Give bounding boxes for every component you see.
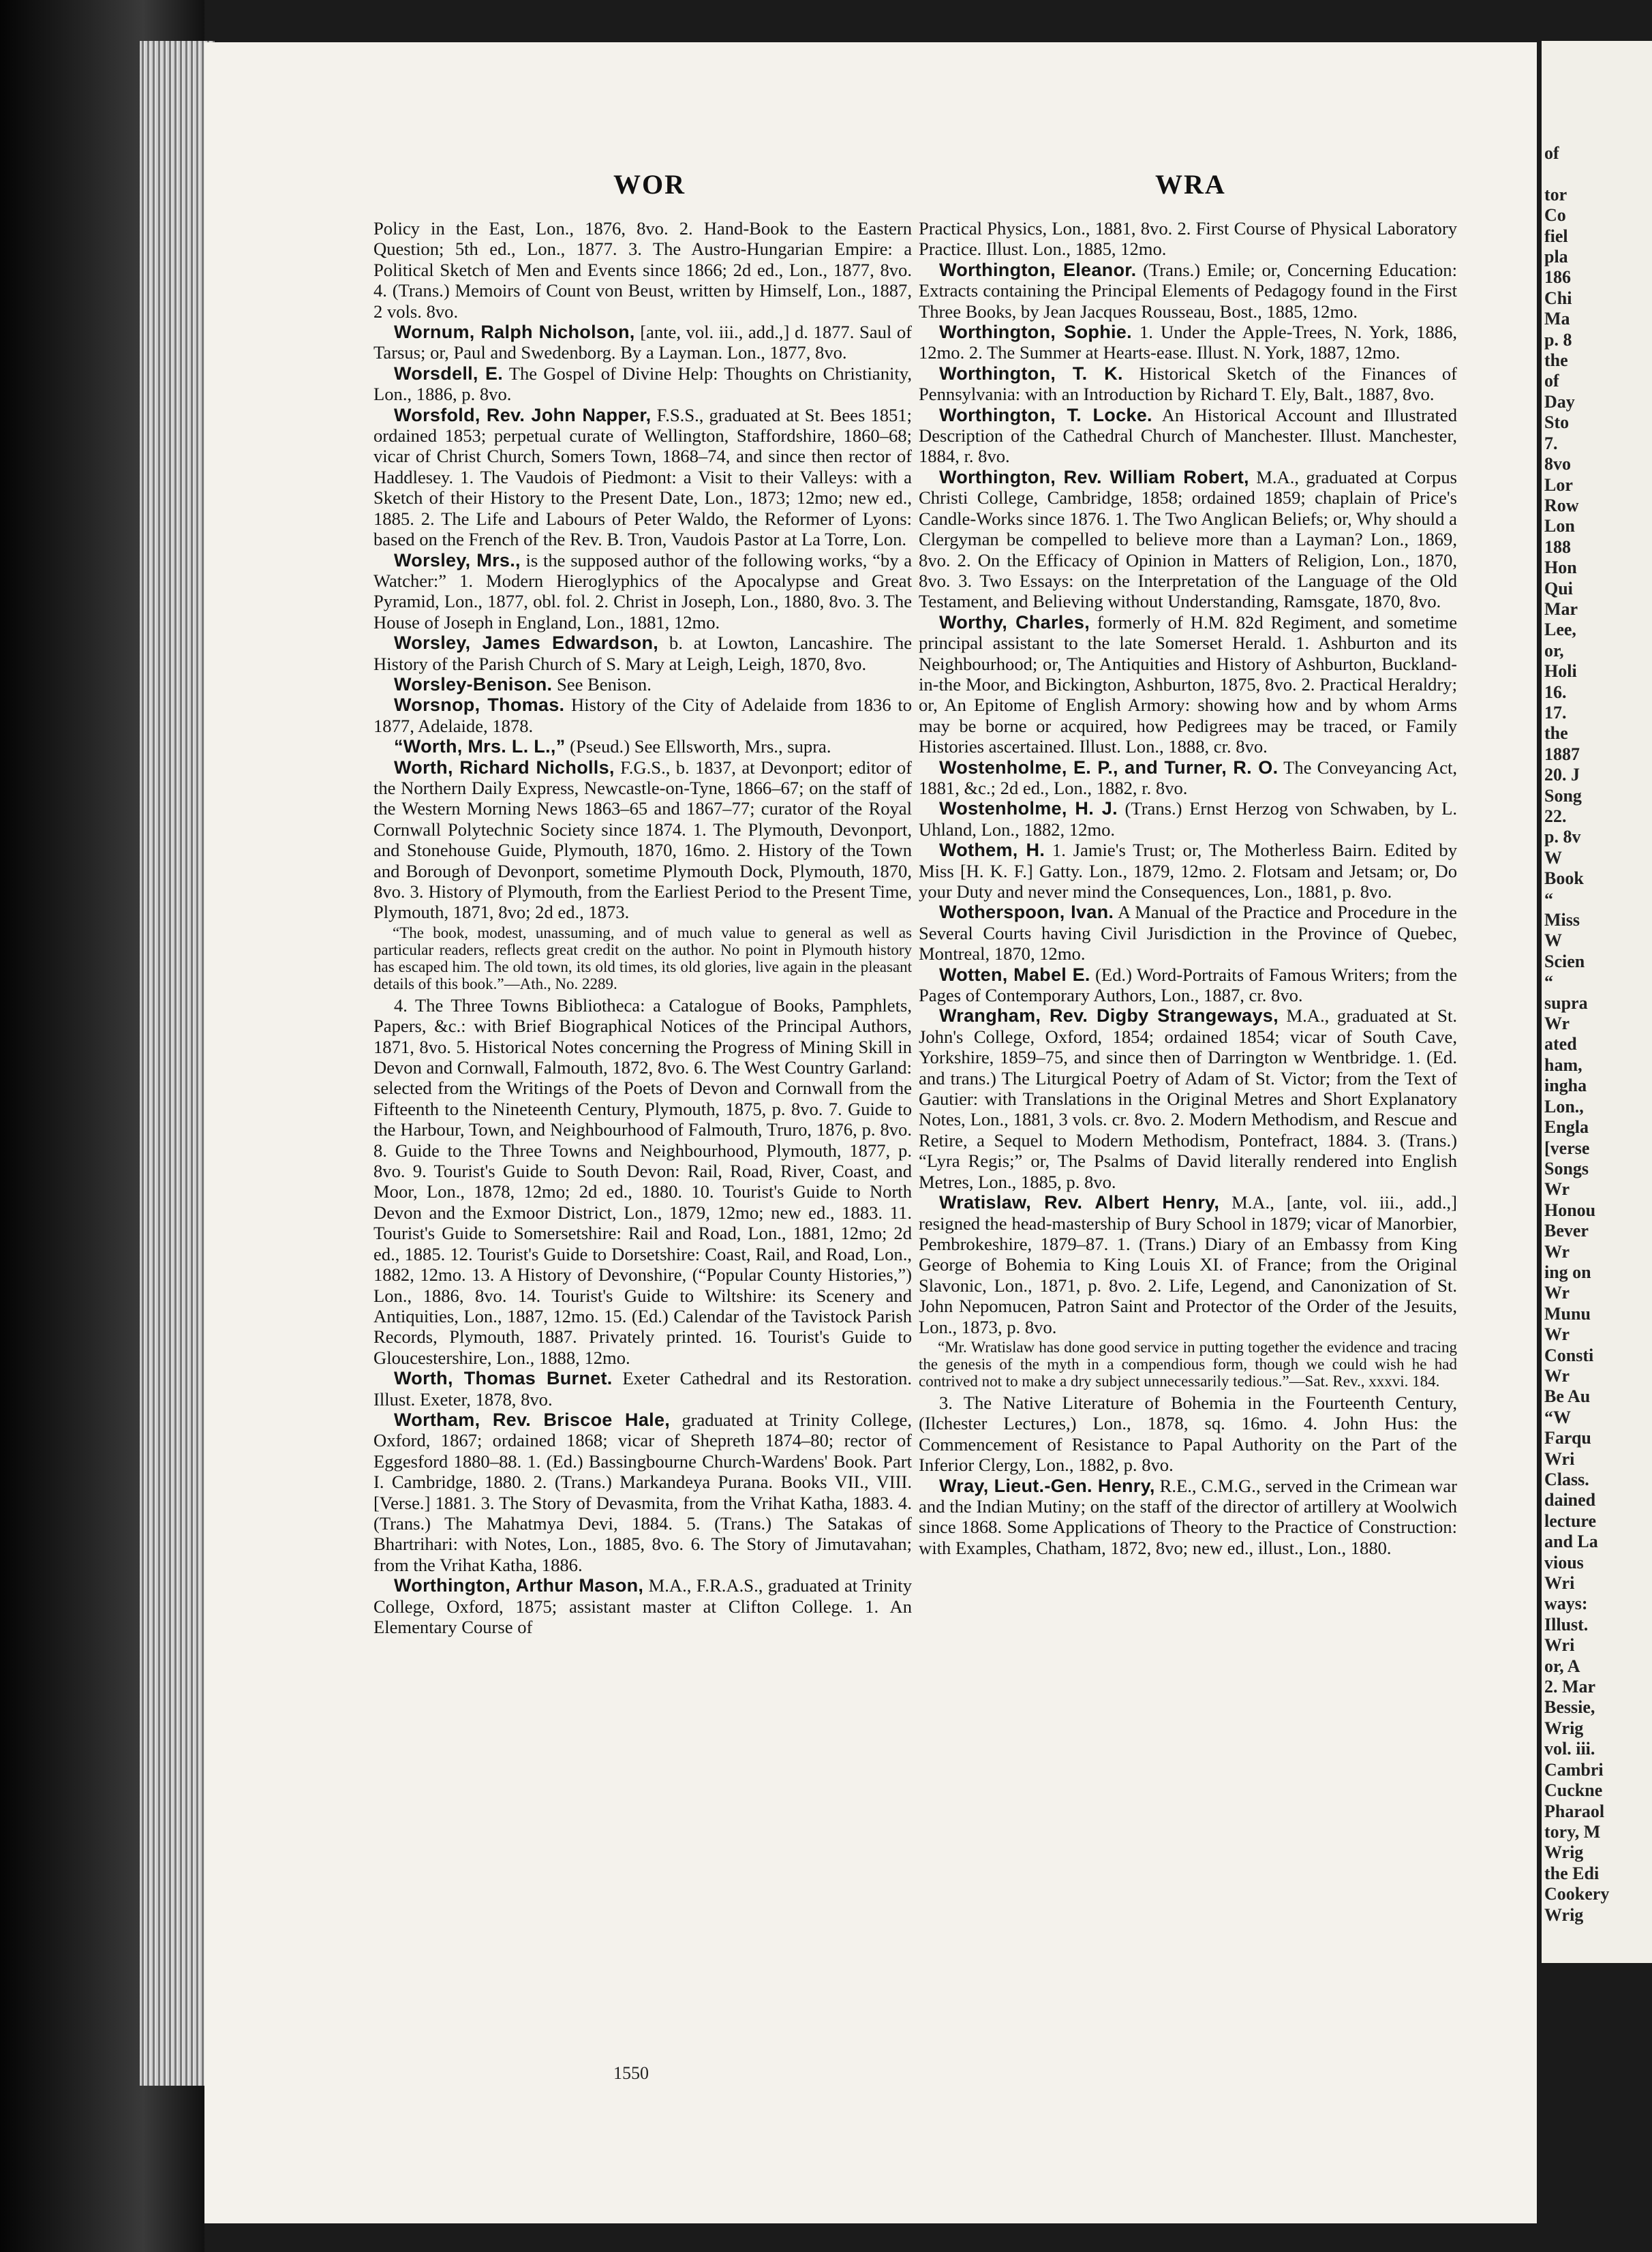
entry-headword: Wotten, Mabel E. [939, 964, 1090, 985]
fragment-line: Sto [1544, 412, 1570, 433]
fragment-line: W [1544, 847, 1562, 868]
entry-headword: Wostenholme, E. P., and Turner, R. O. [939, 757, 1279, 778]
dictionary-entry [373, 405, 912, 550]
fragment-line: p. 8 [1544, 329, 1572, 350]
entry-headword: Worsley-Benison. [394, 673, 553, 695]
fragment-line: Class. [1544, 1470, 1589, 1489]
entry-headword: Worth, Richard Nicholls, [394, 757, 615, 778]
entry-headword: “Worth, Mrs. L. L.,” [394, 736, 566, 757]
fragment-line: Lon [1544, 516, 1575, 536]
fragment-line: W [1544, 930, 1562, 951]
fragment-line [1544, 164, 1652, 184]
entry-headword: Worthington, T. Locke. [939, 404, 1152, 425]
fragment-line: Engla [1544, 1117, 1589, 1138]
dictionary-entry [919, 757, 1457, 799]
dictionary-entry [373, 736, 912, 757]
entry-text: is the supposed author of the following works, “by a Watcher:” 1. Modern Hieroglyphics of the Apocalypse and Great Pyramid, Lon., 1877, obl. fol. 2. Christ in Joseph, Lon., 1880, 8vo. 3. The House of Joseph in England, Lon., 1881, 12mo. [373, 549, 912, 633]
fragment-line: Wri [1544, 1448, 1575, 1469]
fragment-line: Scien [1544, 951, 1585, 971]
fragment-line: Chi [1544, 288, 1572, 308]
fragment-line: Cookery [1544, 1884, 1610, 1904]
left-column [373, 218, 912, 2058]
entry-text: (Trans.) Ernst Herzog von Schwaben, by L. Uhland, Lon., 1882, 12mo. [919, 798, 1457, 840]
entry-text: formerly of H.M. 82d Regiment, and sometime principal assistant to the late Somerset Herald. 1. Ashburton and its Neighbourhood; or, The Antiquities and History of Ashburton, Buckland-in-the Moor, and Bickington, Ashburton, 1875, 8vo. 2. Practical Heraldry; or, An Epitome of English Armory: showing how and by whom Arms may be borne or acquired, how Pedigrees may be traced, or Family Histories ascertained. Illust. Lon., 1888, cr. 8vo. [919, 611, 1457, 757]
dictionary-entry [919, 405, 1457, 467]
dictionary-entry [919, 1476, 1457, 1559]
fragment-line: 188 [1544, 536, 1571, 557]
fragment-line: 7. [1544, 433, 1558, 453]
fragment-line: Ma [1544, 309, 1570, 329]
fragment-line: Bessie, [1544, 1697, 1595, 1718]
entry-headword: Wortham, Rev. Briscoe Hale, [394, 1409, 671, 1430]
entry-text: A Manual of the Practice and Procedure in the Several Courts having Civil Jurisdiction in the Province of Quebec, Montreal, 1870, 12mo. [919, 902, 1457, 964]
entry-headword: Worsley, James Edwardson, [394, 633, 659, 654]
dictionary-entry [373, 633, 912, 674]
entry-text: F.G.S., b. 1837, at Devonport; editor of the Northern Daily Express, Newcastle-on-Tyne, 1866–67; on the staff of the Western Morning News 1863–65 and 1867–77; curator of the Royal Cornwall Polytechnic Society since 1874. 1. The Plymouth, Devonport, and Stonehouse Guide, Plymouth, 1870, 16mo. 2. History of the Town and Borough of Devonport, sometime Plymouth Dock, Plymouth, 1870, 8vo. 3. History of Plymouth, from the Earliest Period to the Present Time, Plymouth, 1871, 8vo; 2d ed., 1873. [373, 757, 912, 923]
entry-headword: Worth, Thomas Burnet. [394, 1368, 613, 1389]
fragment-line: lecture [1544, 1510, 1597, 1531]
dictionary-entry [919, 964, 1457, 1006]
entry-text: M.A., F.R.A.S., graduated at Trinity College, Oxford, 1875; assistant master at Clifton College. 1. An Elementary Course of [373, 1575, 912, 1637]
entry-text: The Conveyancing Act, 1881, &c.; 2d ed., Lon., 1882, r. 8vo. [919, 757, 1457, 798]
dictionary-entry [919, 1192, 1457, 1337]
fragment-line: ingha [1544, 1076, 1587, 1096]
fragment-line: vol. iii. [1544, 1739, 1595, 1759]
fragment-line: fiel [1544, 226, 1568, 246]
fragment-line: Wrig [1544, 1718, 1584, 1738]
entry-text: History of the City of Adelaide from 1836 to 1877, Adelaide, 1878. [373, 695, 912, 736]
fragment-line: [verse [1544, 1138, 1590, 1158]
fragment-line: Wrig [1544, 1904, 1584, 1925]
fragment-line: the [1544, 723, 1568, 744]
fragment-line: of [1544, 371, 1559, 391]
fragment-line: 8vo [1544, 454, 1571, 474]
entry-text: M.A., graduated at Corpus Christi College, Cambridge, 1858; ordained 1859; chaplain of Price's Candle-Works since 1876. 1. The Two Anglican Beliefs; or, Why should a Clergyman be compelled to believe more than a Layman? Lon., 1869, 8vo. 2. On the Efficacy of Opinion in Matters of Religion, Lon., 1870, 8vo. 3. Two Essays: on the Interpretation of the Language of the Old Testament, and Believing without Understanding, Ramsgate, 1870, 8vo. [919, 466, 1457, 612]
dictionary-entry [373, 1575, 912, 1637]
dictionary-entry [919, 322, 1457, 363]
book-page [204, 42, 1537, 2223]
dictionary-entry [373, 1368, 912, 1410]
fragment-line: Wr [1544, 1179, 1570, 1200]
fragment-line: and La [1544, 1532, 1598, 1552]
entry-headword: Worthy, Charles, [939, 611, 1090, 633]
review-quote: “Mr. Wratislaw has done good service in putting together the evidence and tracing the genesis of the myth in a compendious form, though we could wish he had contrived not to make a dry subject unnecessarily tedious.”—Sat. Rev., xxxvi. 184. [919, 1338, 1457, 1390]
fragment-line: Pharaol [1544, 1801, 1605, 1821]
next-page-edge [1542, 41, 1652, 1963]
fragment-line: Wrig [1544, 1842, 1584, 1863]
fragment-line: 16. [1544, 682, 1567, 702]
fragment-line: dained [1544, 1490, 1596, 1510]
running-head-right: WRA [1155, 169, 1226, 200]
fragment-line: 20. J [1544, 765, 1580, 785]
fragment-line: vious [1544, 1552, 1584, 1572]
dictionary-entry [919, 798, 1457, 840]
fragment-line: Holi [1544, 661, 1577, 682]
fragment-line: Bever [1544, 1221, 1589, 1241]
entry-headword: Worthington, Eleanor. [939, 259, 1137, 280]
dictionary-entry [919, 840, 1457, 902]
fragment-line: ated [1544, 1034, 1577, 1054]
fragment-line: 22. [1544, 806, 1567, 826]
fragment-line: Lor [1544, 474, 1573, 495]
fragment-line: Qui [1544, 578, 1573, 598]
entry-text: 1. Jamie's Trust; or, The Motherless Bairn. Edited by Miss [H. K. F.] Gatty. Lon., 1879, 12mo. 2. Flotsam and Jetsam; or, Do your Duty and never mind the Consequences, Lon., 1881, p. 8vo. [919, 840, 1457, 902]
entry-text: 1. Under the Apple-Trees, N. York, 1886, 12mo. 2. The Summer at Hearts-ease. Illust. N. York, 1887, 12mo. [919, 322, 1457, 363]
fragment-line: Song [1544, 785, 1582, 806]
fragment-line: Wri [1544, 1573, 1575, 1594]
entry-paragraph: 4. The Three Towns Bibliotheca: a Catalogue of Books, Pamphlets, Papers, &c.: with Brief Biographical Notices of the Principal Authors, 1871, 8vo. 5. Historical Notes concerning the Progress of Mining Skill in Devon and Cornwall, Falmouth, 1872, 8vo. 6. The West Country Garland: selected from the Writings of the Poets of Devon and Cornwall from the Fifteenth to the Nineteenth Century, Plymouth, 1875, p. 8vo. 7. Guide to the Harbour, Town, and Neighbourhood of Falmouth, Truro, 1876, p. 8vo. 8. Guide to the Three Towns and Neighbourhood, Plymouth, 1877, p. 8vo. 9. Tourist's Guide to South Devon: Rail, Road, River, Coast, and Moor, Lon., 1878, 12mo; 2d ed., 1880. 10. Tourist's Guide to North Devon and the Exmoor District, Lon., 1879, 12mo; new ed., 1883. 11. Tourist's Guide to Somersetshire: Rail and Road, Lon., 1881, 12mo; 2d ed., 1885. 12. Tourist's Guide to Dorsetshire: Coast, Rail, and Road, Lon., 1882, 12mo. 13. A History of Devonshire, (“Popular County Histories,”) Lon., 1886, 8vo. 14. Tourist's Guide to Wiltshire: its Scenery and Antiquities, Lon., 1887, 12mo. 15. (Ed.) Calendar of the Tavistock Parish Records, Plymouth, 1887. Privately printed. 16. Tourist's Guide to Gloucestershire, Lon., 1888, 12mo. [373, 994, 912, 1368]
fragment-line: Day [1544, 391, 1575, 412]
review-quote: “The book, modest, unassuming, and of much value to general as well as particular readers, reflects great credit on the author. No point in Plymouth history has escaped him. The old town, its old times, its old glories, live again in the pleasant details of this book.”—Ath., No. 2289. [373, 924, 912, 992]
dictionary-entry [373, 674, 912, 695]
continued-text: Practical Physics, Lon., 1881, 8vo. 2. First Course of Physical Laboratory Practice. Illust. Lon., 1885, 12mo. [919, 218, 1457, 260]
entry-text: R.E., C.M.G., served in the Crimean war and the Indian Mutiny; on the staff of the director of artillery at Woolwich since 1868. Some Applications of Theory to the Practice of Construction: with Examples, Chatham, 1872, 8vo; new ed., illust., Lon., 1880. [919, 1475, 1457, 1558]
dictionary-entry [919, 612, 1457, 757]
fragment-line: “W [1544, 1407, 1571, 1427]
dictionary-entry [373, 322, 912, 363]
dictionary-entry [919, 260, 1457, 322]
dictionary-entry [919, 363, 1457, 405]
entry-headword: Wostenholme, H. J. [939, 798, 1118, 819]
fragment-line: Wr [1544, 1014, 1570, 1034]
entry-headword: Wratislaw, Rev. Albert Henry, [939, 1192, 1220, 1213]
fragment-line: ing on [1544, 1262, 1591, 1282]
fragment-line: Munu [1544, 1303, 1591, 1324]
dictionary-entry [919, 1005, 1457, 1192]
entry-headword: Wothem, H. [939, 840, 1045, 861]
entry-text: M.A., graduated at St. John's College, Oxford, 1854; ordained 1854; vicar of South Cave, Yorkshire, 1859–75, and since then of Darrington w Wentbridge. 1. (Ed. and trans.) The Liturgical Poetry of Adam of St. Victor; from the Text of Gautier: with Translations in the Original Metres and Short Explanatory Notes, Lon., 1881, 3 vols. cr. 8vo. 2. Modern Methodism, and Rescue and Retire, a Sequel to Modern Methodism, Pontefract, 1884. 3. (Trans.) “Lyra Regis;” or, The Psalms of David literally rendered into English Metres, Lon., 1885, p. 8vo. [919, 1005, 1457, 1192]
fragment-line: p. 8v [1544, 827, 1581, 847]
fragment-line: Cuckne [1544, 1780, 1603, 1801]
fragment-line: “ [1544, 972, 1553, 992]
fragment-line: 1887 [1544, 744, 1580, 764]
entry-text: [ante, vol. iii., add.,] d. 1877. Saul of Tarsus; or, Paul and Swedenborg. By a Layman. Lon., 1877, 8vo. [373, 322, 912, 363]
continued-text: Policy in the East, Lon., 1876, 8vo. 2. Hand-Book to the Eastern Question; 5th ed., Lon., 1877. 3. The Austro-Hungarian Empire: a Political Sketch of Men and Events since 1866; 2d ed., Lon., 1877, 8vo. 4. (Trans.) Memoirs of Count von Beust, written by Himself, Lon., 1887, 2 vols. 8vo. [373, 218, 912, 322]
running-head-left: WOR [613, 169, 686, 200]
fragment-line: 2. Mar [1544, 1677, 1596, 1697]
next-page-fragments [1544, 143, 1652, 1926]
fragment-line: Songs [1544, 1158, 1589, 1178]
dictionary-entry [373, 1410, 912, 1575]
fragment-line: Miss [1544, 910, 1580, 930]
fragment-line: tor [1544, 184, 1567, 204]
fragment-line: Row [1544, 495, 1579, 515]
entry-text: (Trans.) Emile; or, Concerning Education: Extracts containing the Principal Elements of Pedagogy found in the First Three Books, by Jean Jacques Rousseau, Bost., 1885, 12mo. [919, 259, 1457, 322]
fragment-line: Wri [1544, 1635, 1575, 1656]
fragment-line: Be Au [1544, 1386, 1591, 1407]
dictionary-entry [373, 363, 912, 405]
entry-text: Exeter Cathedral and its Restoration. Illust. Exeter, 1878, 8vo. [373, 1368, 912, 1410]
entry-text: (Pseud.) See Ellsworth, Mrs., supra. [565, 736, 831, 757]
entry-headword: Worsnop, Thomas. [394, 695, 565, 716]
fragment-line: pla [1544, 247, 1568, 267]
fragment-line: Hon [1544, 558, 1577, 578]
entry-headword: Worthington, T. K. [939, 363, 1123, 384]
fragment-line: or, [1544, 640, 1564, 660]
entry-text: b. at Lowton, Lancashire. The History of the Parish Church of S. Mary at Leigh, Leigh, 1870, 8vo. [373, 633, 912, 674]
fragment-line: Farqu [1544, 1428, 1591, 1448]
fragment-line: or, A [1544, 1656, 1580, 1676]
entry-text: M.A., [ante, vol. iii., add.,] resigned the head-mastership of Bury School in 1879; vicar of Manorbier, Pembrokeshire, 1879–87. 1. (Trans.) Diary of an Embassy from King George of Bohemia to King Louis XI. of France; from the Original Slavonic, Lon., 1871, p. 8vo. 2. Life, Legend, and Canonization of St. John Nepomucen, Patron Saint and Protector of the Order of the Jesuits, Lon., 1873, p. 8vo. [919, 1192, 1457, 1337]
fragment-line: “ [1544, 889, 1553, 909]
fragment-line: Wr [1544, 1241, 1570, 1262]
fragment-line: the [1544, 350, 1568, 371]
right-column [919, 218, 1457, 2058]
folio-page-number: 1550 [613, 2063, 649, 2083]
dictionary-entry [919, 467, 1457, 612]
entry-text: The Gospel of Divine Help: Thoughts on Christianity, Lon., 1886, p. 8vo. [373, 363, 912, 405]
entry-text: (Ed.) Word-Portraits of Famous Writers; from the Pages of Contemporary Authors, Lon., 1887, cr. 8vo. [919, 964, 1457, 1006]
fragment-line: Book [1544, 868, 1584, 889]
fragment-line: the Edi [1544, 1863, 1600, 1883]
fragment-line: Wr [1544, 1283, 1570, 1303]
fragment-line: ways: [1544, 1594, 1588, 1614]
entry-headword: Wornum, Ralph Nicholson, [394, 322, 635, 343]
fragment-line: Wr [1544, 1365, 1570, 1386]
fragment-line: Wr [1544, 1324, 1570, 1345]
entry-headword: Wotherspoon, Ivan. [939, 902, 1114, 923]
entry-headword: Worsley, Mrs., [394, 549, 521, 570]
entry-text: An Historical Account and Illustrated Description of the Cathedral Church of Manchester. Illust. Manchester, 1884, r. 8vo. [919, 404, 1457, 467]
fragment-line: Co [1544, 205, 1566, 226]
entry-headword: Wray, Lieut.-Gen. Henry, [939, 1475, 1155, 1496]
fragment-line: Consti [1544, 1345, 1594, 1365]
entry-text: Historical Sketch of the Finances of Pennsylvania: with an Introduction by Richard T. Ely, Balt., 1887, 8vo. [919, 363, 1457, 405]
entry-headword: Worthington, Sophie. [939, 322, 1132, 343]
fragment-line: Honou [1544, 1200, 1596, 1220]
dictionary-entry [373, 550, 912, 633]
entry-text: See Benison. [552, 673, 652, 695]
dictionary-entry [373, 695, 912, 736]
fragment-line: Lon., [1544, 1096, 1584, 1116]
page-edges [140, 41, 215, 2086]
entry-headword: Worsdell, E. [394, 363, 504, 384]
fragment-line: 17. [1544, 702, 1567, 722]
fragment-line: 186 [1544, 267, 1571, 288]
dictionary-entry [373, 757, 912, 923]
entry-headword: Worthington, Arthur Mason, [394, 1575, 644, 1596]
fragment-line: Cambri [1544, 1759, 1604, 1780]
fragment-line: ham, [1544, 1054, 1582, 1075]
fragment-line: Mar [1544, 598, 1578, 619]
fragment-line: Lee, [1544, 620, 1576, 640]
dictionary-entry [919, 902, 1457, 964]
entry-headword: Wrangham, Rev. Digby Strangeways, [939, 1005, 1279, 1026]
entry-paragraph: 3. The Native Literature of Bohemia in the Fourteenth Century, (Ilchester Lectures,) Lon., 1878, sq. 16mo. 4. John Hus: the Commencement of Resistance to Papal Authority on the Part of the Inferior Clergy, Lon., 1882, p. 8vo. [919, 1392, 1457, 1476]
entry-headword: Worthington, Rev. William Robert, [939, 466, 1249, 487]
fragment-line: of [1544, 143, 1559, 163]
fragment-line: supra [1544, 992, 1588, 1013]
entry-text: graduated at Trinity College, Oxford, 1867; ordained 1868; vicar of Shepreth 1874–80; rector of Eggesford 1880–88. 1. (Ed.) Bassingbourne Church-Wardens' Book. Part I. Cambridge, 1880. 2. (Trans.) Markandeya Purana. Books VII., VIII. [Verse.] 1881. 3. The Story of Devasmita, from the Vrihat Katha, 1883. 4. (Trans.) The Mahatmya Devi, 1884. 5. (Trans.) The Satakas of Bhartrihari: with Notes, Lon., 1885, 8vo. 6. The Story of Jimutavahan; from the Vrihat Katha, 1886. [373, 1409, 912, 1575]
fragment-line: Illust. [1544, 1614, 1589, 1634]
entry-text: F.S.S., graduated at St. Bees 1851; ordained 1853; perpetual curate of Wellington, Staffordshire, 1860–68; vicar of Christ Church, Somers Town, 1868–74, and since then rector of Haddlesey. 1. The Vaudois of Piedmont: a Visit to their Valleys: with a Sketch of their History to the Present Date, Lon., 1873; 12mo; new ed., 1885. 2. The Life and Labours of Peter Waldo, the Reformer of Lyons: based on the French of the Rev. B. Tron, Vaudois Pastor at La Torre, Lon. [373, 404, 912, 550]
fragment-line: tory, M [1544, 1821, 1601, 1842]
entry-headword: Worsfold, Rev. John Napper, [394, 404, 652, 425]
